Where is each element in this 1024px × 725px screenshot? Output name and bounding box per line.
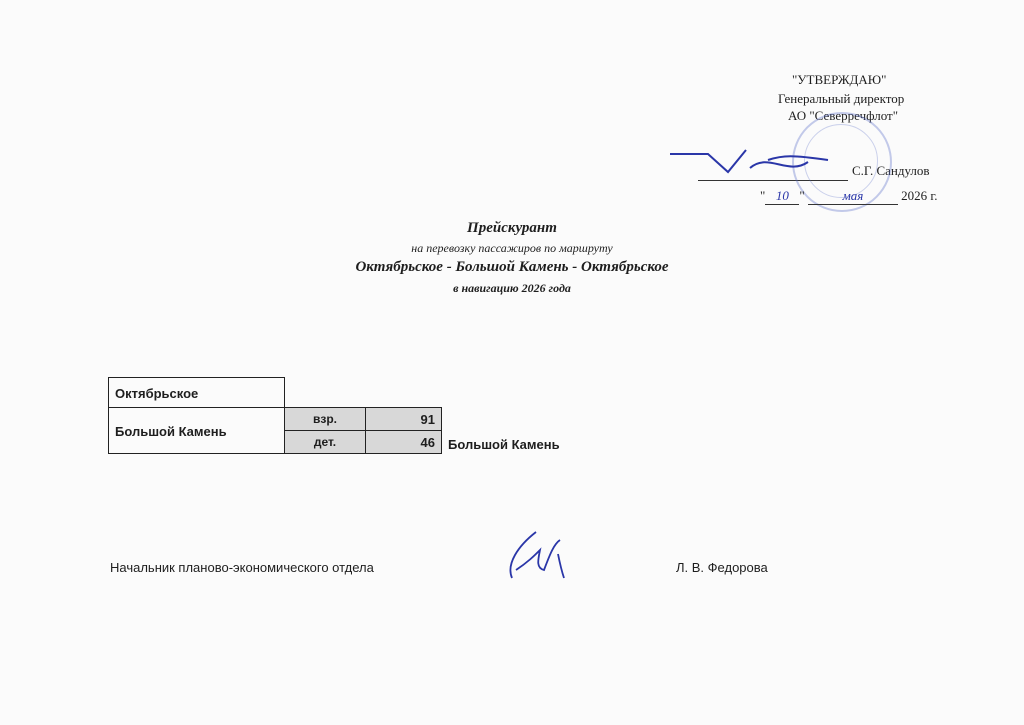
price-list-title: Прейскурант bbox=[467, 220, 557, 236]
destination-stop: Большой Камень bbox=[108, 407, 285, 454]
fare-category-adult: взр. bbox=[284, 407, 366, 431]
approval-date: " 10 " мая 2026 г. bbox=[760, 188, 938, 203]
signatory-name: С.Г. Сандулов bbox=[852, 163, 930, 178]
origin-stop: Октябрьское bbox=[108, 377, 285, 408]
route-name: Октябрьское - Большой Камень - Октябрьское bbox=[355, 259, 669, 275]
fare-price-adult: 91 bbox=[365, 407, 442, 431]
season-label: в навигацию 2026 года bbox=[453, 281, 571, 295]
price-list-subtitle: на перевозку пассажиров по маршруту bbox=[411, 241, 613, 255]
director-position: Генеральный директор bbox=[778, 91, 905, 106]
diagonal-stop-label: Большой Камень bbox=[448, 437, 560, 452]
approve-label: "УТВЕРЖДАЮ" bbox=[792, 72, 887, 87]
date-day: 10 bbox=[765, 188, 799, 205]
company-name: АО "Северречфлот" bbox=[788, 108, 899, 123]
director-signature bbox=[668, 140, 848, 185]
date-year: 2026 г. bbox=[901, 188, 938, 203]
department-head-position: Начальник планово-экономического отдела bbox=[110, 560, 374, 575]
department-head-signature bbox=[498, 526, 578, 588]
date-month: мая bbox=[808, 188, 898, 205]
fare-price-child: 46 bbox=[365, 430, 442, 454]
department-head-name: Л. В. Федорова bbox=[676, 560, 768, 575]
fare-category-child: дет. bbox=[284, 430, 366, 454]
